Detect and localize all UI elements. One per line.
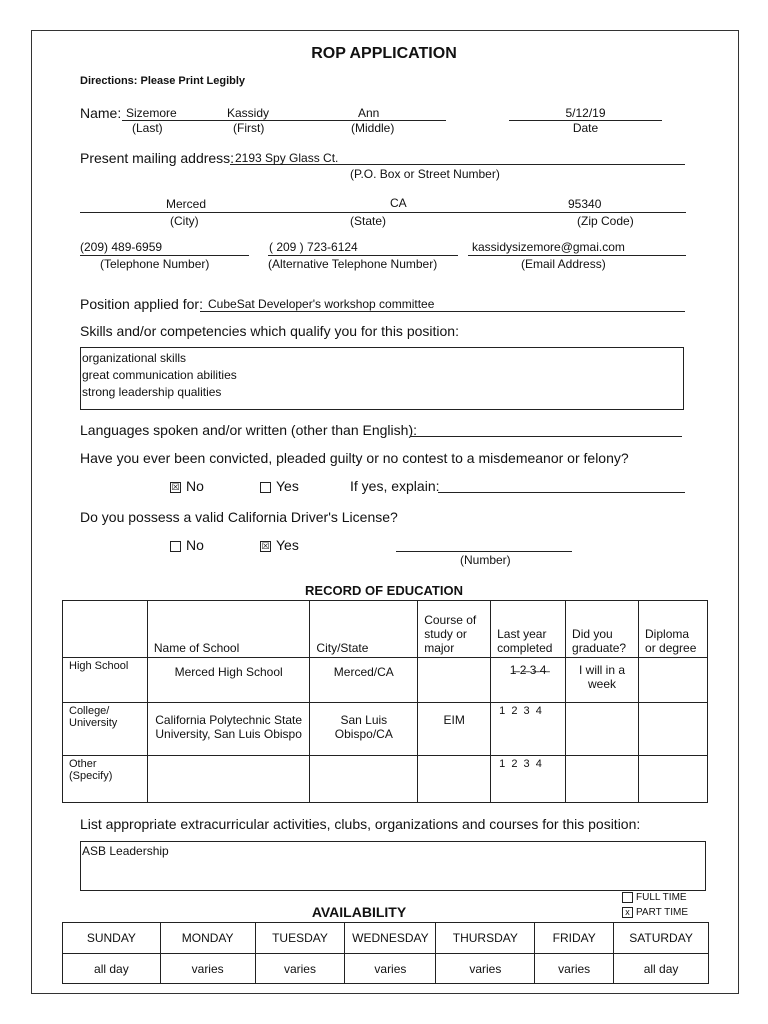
table-row bbox=[63, 756, 708, 803]
availability-cell[interactable]: all day bbox=[614, 954, 709, 984]
license-no-checkbox[interactable] bbox=[170, 537, 204, 553]
city-cell[interactable]: Merced/CA bbox=[310, 658, 418, 703]
skill-line: great communication abilities bbox=[82, 368, 237, 382]
years-cell[interactable]: 1 2 3 4 bbox=[491, 756, 566, 803]
row-type: Other (Specify) bbox=[63, 756, 148, 803]
form-title: ROP APPLICATION bbox=[311, 45, 457, 62]
skill-line: strong leadership qualities bbox=[82, 385, 222, 399]
major-cell[interactable]: EIM bbox=[418, 703, 491, 756]
yes-label: Yes bbox=[276, 478, 299, 494]
no-label: No bbox=[186, 478, 204, 494]
city-field[interactable]: Merced bbox=[166, 197, 207, 211]
area-code: (209) bbox=[80, 240, 109, 254]
extracurricular-label: List appropriate extracurricular activities, clubs, organizations and courses for this position: bbox=[80, 816, 641, 832]
alt-phone-caption: (Alternative Telephone Number) bbox=[268, 257, 438, 271]
explain-label: If yes, explain: bbox=[350, 478, 440, 494]
table-row bbox=[63, 658, 708, 703]
education-table bbox=[62, 600, 708, 803]
checkbox-icon: ☒ bbox=[261, 540, 270, 551]
availability-table bbox=[62, 922, 709, 984]
checkbox-icon: x bbox=[622, 907, 633, 918]
diploma-cell[interactable] bbox=[639, 703, 708, 756]
position-label: Position applied for: bbox=[80, 296, 203, 312]
day-header: WEDNESDAY bbox=[345, 923, 436, 954]
graduated-cell[interactable] bbox=[566, 703, 639, 756]
availability-cell[interactable]: varies bbox=[436, 954, 535, 984]
name-label: Name: bbox=[80, 105, 122, 121]
first-caption: (First) bbox=[233, 121, 265, 135]
date-field[interactable]: 5/12/19 bbox=[565, 106, 606, 120]
city-cell[interactable] bbox=[310, 756, 418, 803]
full-time-checkbox[interactable] bbox=[622, 892, 687, 903]
phone-number: 489-6959 bbox=[111, 240, 163, 254]
part-time-checkbox[interactable] bbox=[622, 907, 688, 918]
header-cell: Diploma or degree bbox=[639, 601, 708, 658]
conviction-yes-checkbox[interactable] bbox=[260, 478, 299, 494]
header-cell: Last year completed bbox=[491, 601, 566, 658]
license-yes-checkbox[interactable] bbox=[260, 537, 299, 553]
header-cell: Course of study or major bbox=[418, 601, 491, 658]
date-caption: Date bbox=[572, 121, 599, 135]
day-header: FRIDAY bbox=[535, 923, 614, 954]
checkbox-icon bbox=[622, 892, 633, 903]
availability-cell[interactable]: varies bbox=[160, 954, 255, 984]
years-cell[interactable]: 1 2 3 4 bbox=[491, 703, 566, 756]
day-header: MONDAY bbox=[160, 923, 255, 954]
day-header: SATURDAY bbox=[614, 923, 709, 954]
first-name-field[interactable]: Kassidy bbox=[227, 106, 270, 120]
email-line bbox=[468, 255, 686, 256]
part-time-label: PART TIME bbox=[636, 907, 689, 919]
position-line bbox=[200, 311, 685, 312]
phone-field[interactable] bbox=[80, 240, 162, 254]
zip-caption: (Zip Code) bbox=[577, 214, 634, 228]
middle-name-field[interactable]: Ann bbox=[358, 106, 380, 120]
row-type: High School bbox=[63, 658, 148, 703]
conviction-no-checkbox[interactable] bbox=[170, 478, 204, 494]
table-row bbox=[63, 703, 708, 756]
day-header: THURSDAY bbox=[436, 923, 535, 954]
checkbox-icon: ☒ bbox=[171, 481, 180, 492]
full-time-label: FULL TIME bbox=[636, 892, 687, 904]
days-row bbox=[63, 923, 709, 954]
header-cell: City/State bbox=[310, 601, 418, 658]
conviction-label: Have you ever been convicted, pleaded guilty or no contest to a misdemeanor or felony? bbox=[80, 450, 629, 466]
graduated-cell[interactable]: I will in a week bbox=[566, 658, 639, 703]
city-cell[interactable]: San Luis Obispo/CA bbox=[310, 703, 418, 756]
address-label: Present mailing address: bbox=[80, 150, 235, 166]
email-field[interactable]: kassidysizemore@gmai.com bbox=[472, 240, 625, 254]
extracurricular-value: ASB Leadership bbox=[82, 844, 169, 858]
years-cell[interactable]: 1̶ 2̶ 3̶ 4̶ bbox=[491, 658, 566, 703]
number-caption: (Number) bbox=[460, 553, 511, 567]
skills-label: Skills and/or competencies which qualify you for this position: bbox=[80, 323, 459, 339]
checkbox-icon bbox=[260, 482, 271, 493]
last-name-field[interactable]: Sizemore bbox=[126, 106, 177, 120]
availability-row bbox=[63, 954, 709, 984]
skill-line: organizational skills bbox=[82, 351, 187, 365]
header-cell: Name of School bbox=[147, 601, 310, 658]
header-cell: Did you graduate? bbox=[566, 601, 639, 658]
license-label: Do you possess a valid California Driver's License? bbox=[80, 509, 398, 525]
middle-caption: (Middle) bbox=[351, 121, 395, 135]
diploma-cell[interactable] bbox=[639, 658, 708, 703]
major-cell[interactable] bbox=[418, 658, 491, 703]
day-header: SUNDAY bbox=[63, 923, 161, 954]
languages-line bbox=[410, 436, 682, 437]
directions: Directions: Please Print Legibly bbox=[80, 75, 246, 87]
availability-cell[interactable]: varies bbox=[255, 954, 345, 984]
phone-line bbox=[80, 255, 249, 256]
yes-label: Yes bbox=[276, 537, 299, 553]
row-type: College/ University bbox=[63, 703, 148, 756]
availability-title: AVAILABILITY bbox=[311, 904, 407, 920]
explain-field[interactable] bbox=[438, 492, 685, 493]
city-line bbox=[80, 212, 686, 213]
zip-field[interactable]: 95340 bbox=[568, 197, 602, 211]
availability-cell[interactable]: all day bbox=[63, 954, 161, 984]
major-cell[interactable] bbox=[418, 756, 491, 803]
skills-textarea[interactable] bbox=[80, 347, 684, 410]
phone-caption: (Telephone Number) bbox=[100, 257, 210, 271]
education-title: RECORD OF EDUCATION bbox=[305, 583, 463, 598]
school-cell[interactable]: California Polytechnic State University, San Luis Obispo bbox=[147, 703, 310, 756]
alt-phone-field[interactable]: ( 209 ) 723-6124 bbox=[269, 240, 358, 254]
last-caption: (Last) bbox=[132, 121, 163, 135]
email-caption: (Email Address) bbox=[521, 257, 606, 271]
name-line bbox=[122, 120, 446, 121]
checkbox-icon bbox=[170, 541, 181, 552]
diploma-cell[interactable] bbox=[639, 756, 708, 803]
alt-phone-line bbox=[268, 255, 458, 256]
languages-label: Languages spoken and/or written (other than English): bbox=[80, 422, 417, 438]
street-caption: (P.O. Box or Street Number) bbox=[350, 167, 500, 181]
table-header-row bbox=[63, 601, 708, 658]
school-cell[interactable] bbox=[147, 756, 310, 803]
availability-cell[interactable]: varies bbox=[535, 954, 614, 984]
availability-cell[interactable]: varies bbox=[345, 954, 436, 984]
city-caption: (City) bbox=[170, 214, 199, 228]
extracurricular-textarea[interactable] bbox=[80, 841, 706, 891]
license-number-field[interactable] bbox=[396, 551, 572, 552]
state-field[interactable]: CA bbox=[390, 196, 407, 210]
school-cell[interactable]: Merced High School bbox=[147, 658, 310, 703]
street-field[interactable]: 2193 Spy Glass Ct. bbox=[235, 151, 339, 165]
graduated-cell[interactable] bbox=[566, 756, 639, 803]
day-header: TUESDAY bbox=[255, 923, 345, 954]
no-label: No bbox=[186, 537, 204, 553]
header-cell bbox=[63, 601, 148, 658]
position-field[interactable]: CubeSat Developer's workshop committee bbox=[208, 297, 435, 311]
state-caption: (State) bbox=[350, 214, 387, 228]
